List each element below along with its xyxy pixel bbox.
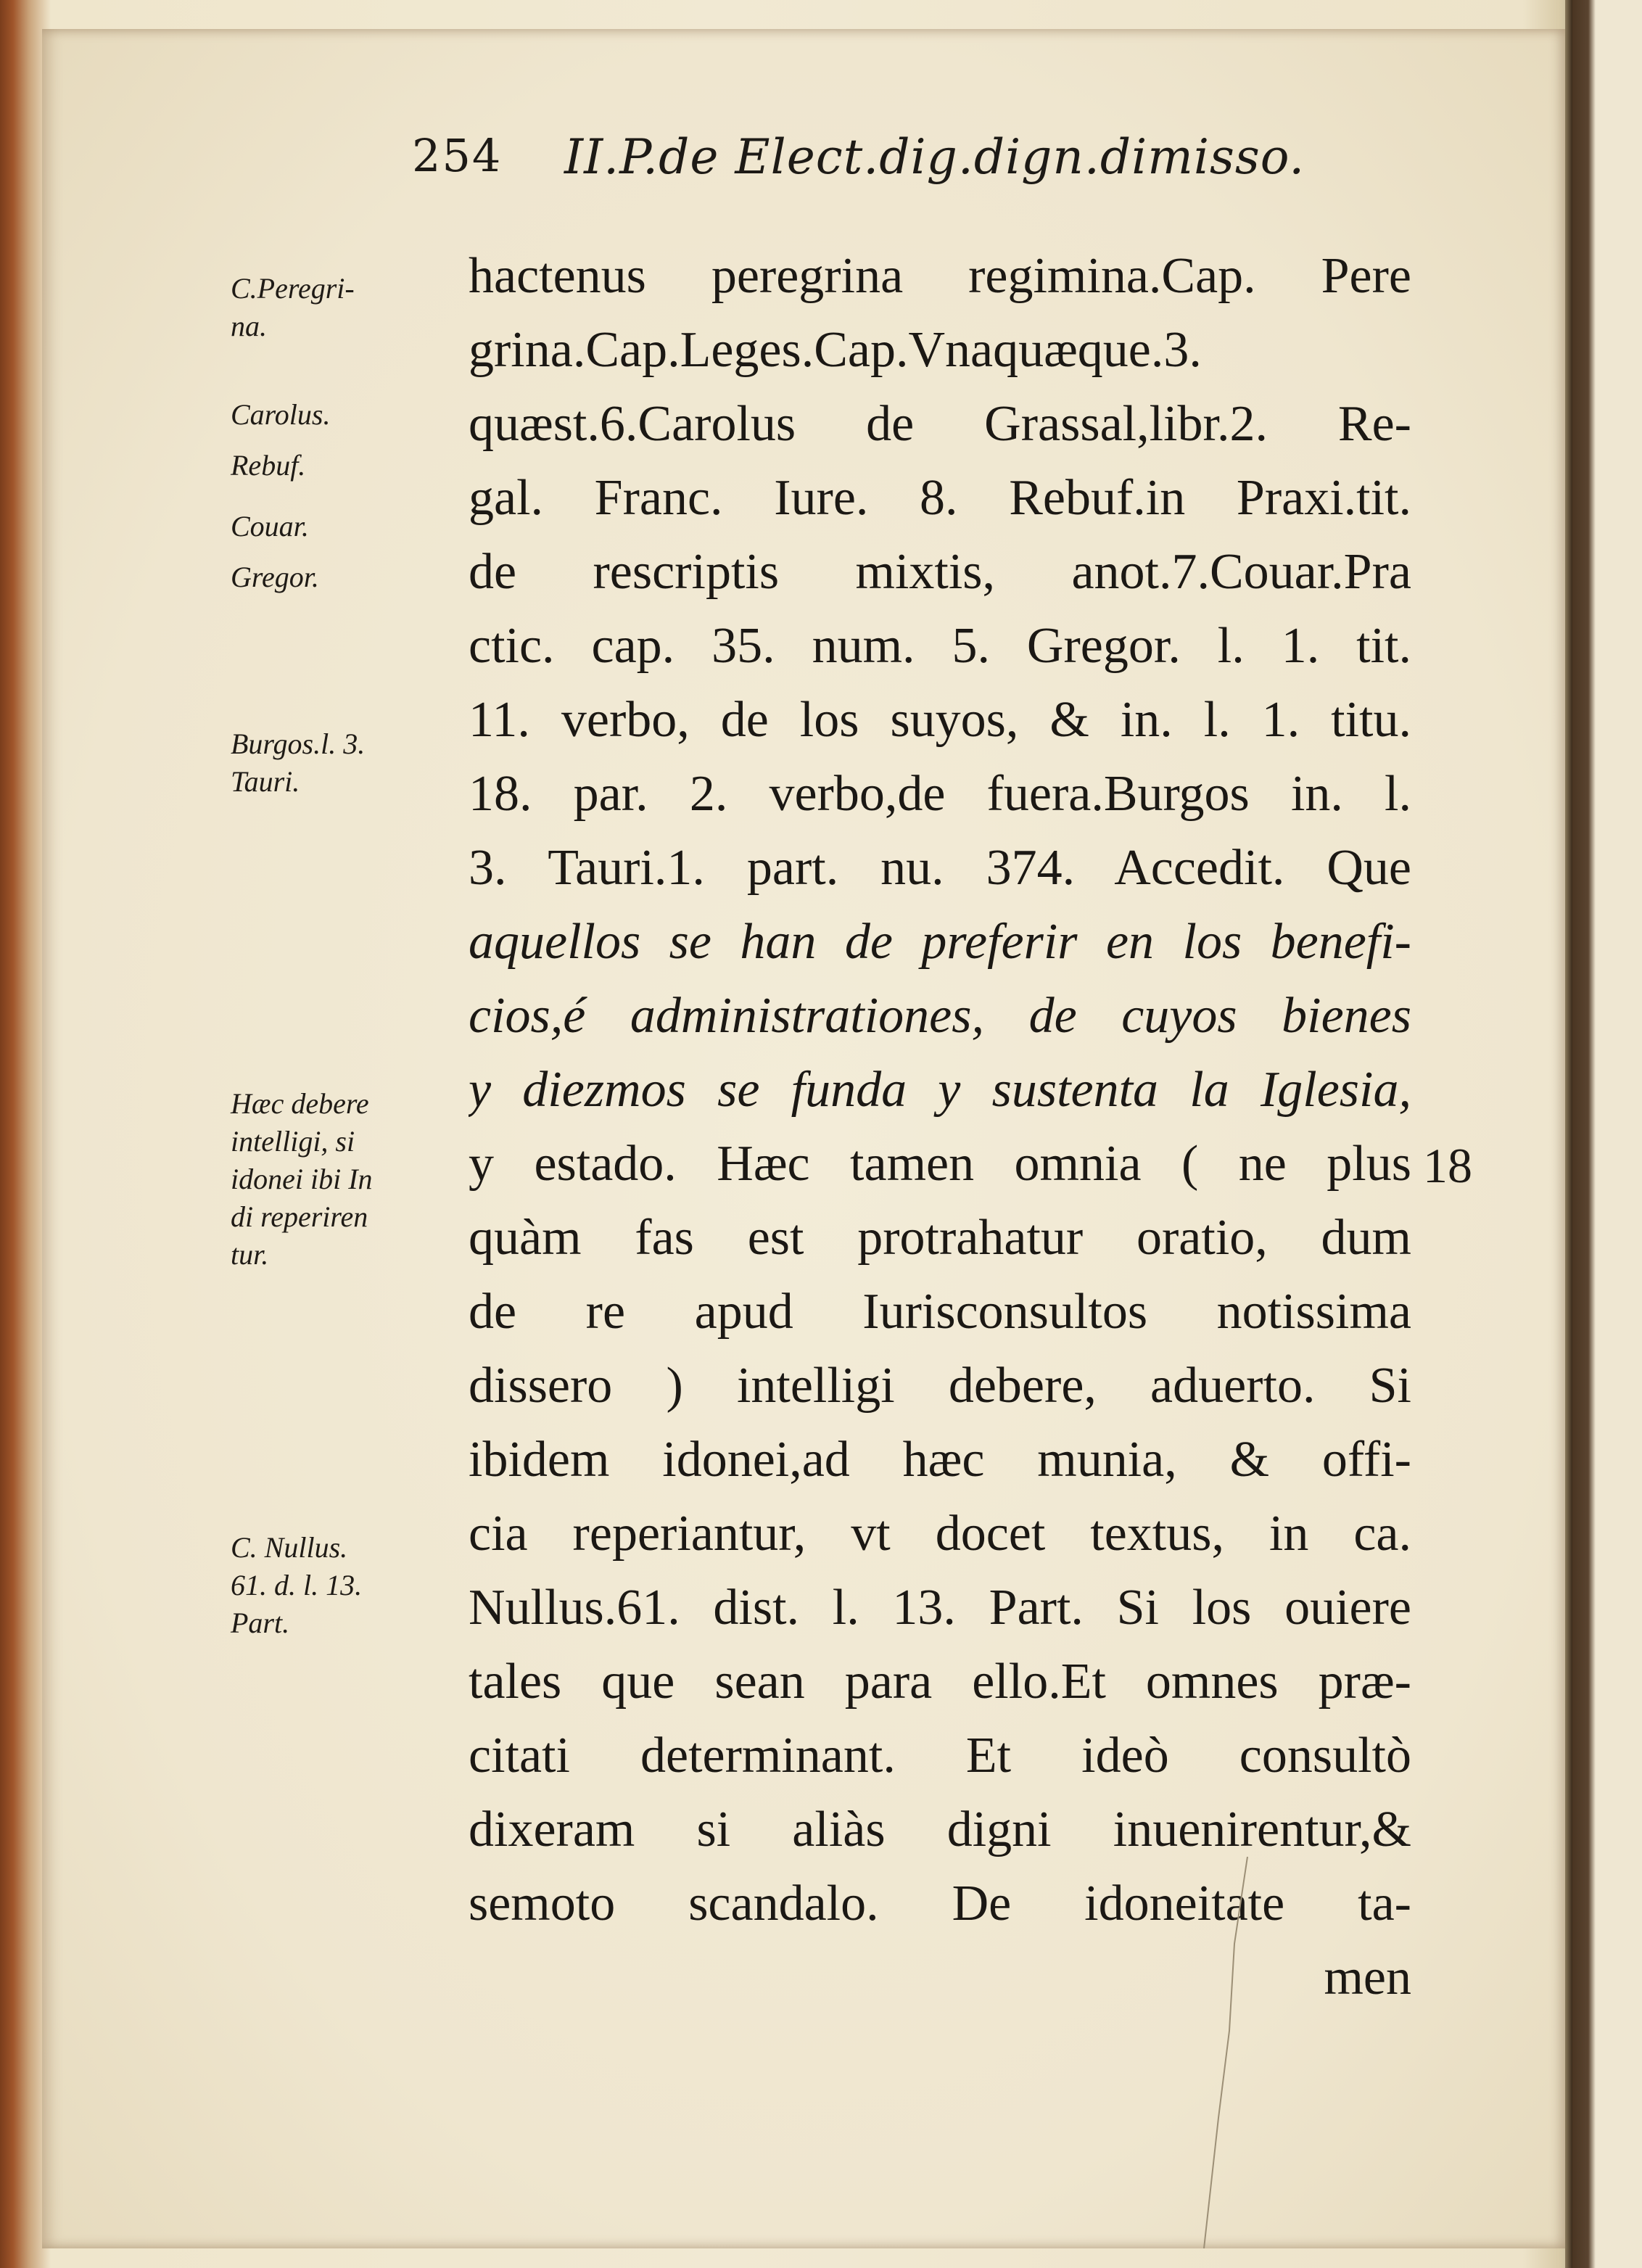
marginal-note (231, 447, 305, 484)
marginal-note-line: Part. (231, 1607, 290, 1639)
text-line: y estado. Hæc tamen omnia ( ne plus (469, 1136, 1411, 1192)
page-fold-edge (1565, 0, 1572, 2268)
text-line: cia reperiantur, vt docet textus, in ca. (469, 1506, 1411, 1562)
marginal-note-line: na. (231, 310, 267, 342)
marginal-note-line: 61. d. l. 13. (231, 1569, 363, 1601)
text-line: cios,é administrationes, de cuyos bienes (469, 988, 1411, 1044)
body-text (469, 239, 1411, 2015)
marginal-note (231, 270, 355, 345)
marginal-note-line: C. Nullus. (231, 1531, 348, 1564)
text-line: ctic. cap. 35. num. 5. Gregor. l. 1. tit. (469, 618, 1411, 674)
marginal-note-line: idonei ibi In (231, 1163, 373, 1195)
text-line: 3. Tauri.1. part. nu. 374. Accedit. Que (469, 840, 1411, 896)
text-line: y diezmos se funda y sustenta la Iglesia, (469, 1062, 1411, 1118)
marginal-note (231, 396, 330, 434)
page-number: 254 (412, 129, 503, 182)
text-line: hactenus peregrina regimina.Cap. Pere (469, 248, 1411, 304)
text-line: aquellos se han de preferir en los benefi- (469, 914, 1411, 970)
text-line: semoto scandalo. De idoneitate ta- (469, 1876, 1411, 1931)
page-header (412, 129, 1413, 216)
text-line: dixeram si aliàs digni inuenirentur,& (469, 1802, 1411, 1857)
text-line: 18. par. 2. verbo,de fuera.Burgos in. l. (469, 766, 1411, 822)
text-line: Nullus.61. dist. l. 13. Part. Si los ouiere (469, 1580, 1411, 1636)
marginal-note-line: Burgos.l. 3. (231, 727, 366, 760)
marginal-note (231, 558, 319, 596)
text-line: dissero ) intelligi debere, aduerto. Si (469, 1358, 1411, 1414)
text-line: de rescriptis mixtis, anot.7.Couar.Pra (469, 544, 1411, 600)
text-line: gal. Franc. Iure. 8. Rebuf.in Praxi.tit. (469, 470, 1411, 526)
marginal-note-line: Hæc debere (231, 1087, 369, 1120)
margin-numeral: 18 (1423, 1138, 1472, 1193)
text-line: citati determinant. Et ideò consultò (469, 1728, 1411, 1784)
text-line: 11. verbo, de los suyos, & in. l. 1. titu. (469, 692, 1411, 748)
marginal-note-line: tur. (231, 1238, 269, 1271)
text-line: tales que sean para ello.Et omnes præ- (469, 1654, 1411, 1710)
marginal-note-line: intelligi, si (231, 1125, 355, 1158)
marginal-note-line: Carolus. (231, 398, 331, 431)
marginal-note-line: C.Peregri- (231, 272, 355, 305)
marginal-note-line: Gregor. (231, 561, 319, 593)
text-line: quæst.6.Carolus de Grassal,libr.2. Re- (469, 396, 1411, 452)
marginal-notes (231, 0, 463, 2268)
marginal-note-line: Tauri. (231, 765, 300, 798)
text-line: quàm fas est protrahatur oratio, dum (469, 1210, 1411, 1266)
marginal-note (231, 1085, 373, 1274)
paper-crack (1189, 1857, 1255, 2248)
text-line: de re apud Iurisconsultos notissima (469, 1284, 1411, 1340)
text-line: grina.Cap.Leges.Cap.Vnaquæque.3. (469, 322, 1202, 378)
marginal-note-line: Rebuf. (231, 449, 306, 482)
marginal-note (231, 508, 309, 545)
marginal-note-line: Couar. (231, 510, 309, 543)
text-line: ibidem idonei,ad hæc munia, & offi- (469, 1432, 1411, 1488)
marginal-note (231, 1529, 362, 1642)
running-title: II.P.de Elect.dig.dign.dimisso. (564, 129, 1305, 185)
marginal-note (231, 725, 365, 801)
catchword: men (1324, 1950, 1411, 2005)
marginal-note-line: di reperiren (231, 1200, 368, 1233)
